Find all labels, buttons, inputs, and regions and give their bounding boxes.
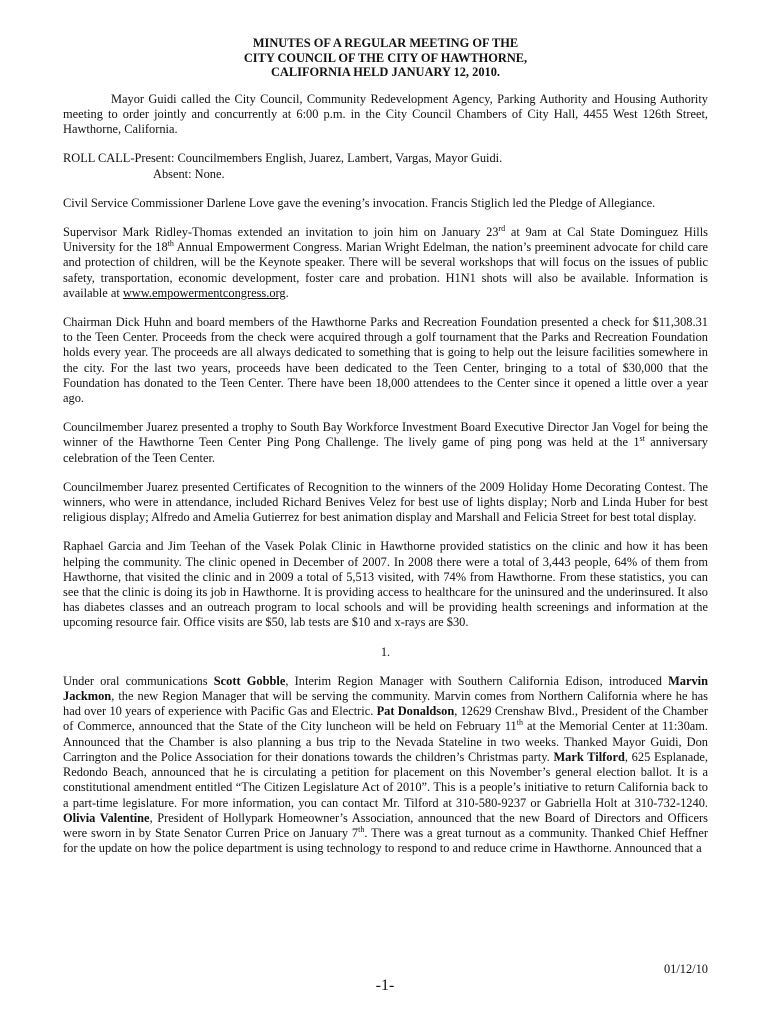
roll-call-present: ROLL CALL-Present: Councilmembers English, Juarez, Lambert, Vargas, Mayor Guidi. bbox=[63, 151, 503, 166]
intro-paragraph: Mayor Guidi called the City Council, Community Redevelopment Agency, Parking Authority and Housing Authority meeting to order jointly and concurrently at 6:00 p.m. in the City Council Chambers of City Hall, 4455 West 126th Street, Hawthorne, California. bbox=[63, 91, 708, 137]
trophy-text-b: anniversary celebration of the Teen Center. bbox=[63, 435, 708, 465]
certificates-paragraph: Councilmember Juarez presented Certificates of Recognition to the winners of the 2009 Holiday Home Decorating Contest. The winners, who were in attendance, included Richard Benives Velez for best use of lights display; Norb and Linda Huber for best religious display; Alfredo and Amelia Gutierrez for best animation display and Marshall and Felicia Street for best total display. bbox=[63, 479, 708, 525]
oral-text-3: , the new Region Manager that will be serving the community. Marvin comes from Northern California where he has had over 10 years of experience with Pacific Gas and Electric. bbox=[63, 689, 708, 719]
trophy-sup: st bbox=[639, 434, 645, 444]
supervisor-text-a: Supervisor Mark Ridley-Thomas extended an invitation to join him on January 23 bbox=[63, 225, 499, 239]
roll-call bbox=[63, 151, 708, 181]
oral-text-1: Under oral communications bbox=[63, 673, 214, 688]
speaker-name-3: Pat Donaldson bbox=[376, 704, 455, 719]
parks-foundation-paragraph: Chairman Dick Huhn and board members of the Hawthorne Parks and Recreation Foundation presented a check for $11,308.31 to the Teen Center. Proceeds from the check were acquired through a golf tournament that the Parks and Recreation Foundation holds every year. The proceeds are all always dedicated to something that is going to help out the leisure facilities somewhere in the city. For the last two years, proceeds have been dedicated to the Teen Center, bringing to a total of $30,000 that the Foundation has donated to the Teen Center. There have been 18,000 attendees to the Center since it opened a little over a year ago. bbox=[63, 315, 708, 406]
supervisor-text-c: Annual Empowerment Congress. Marian Wright Edelman, the nation’s preeminent advocate for child care and protection of children, will be the Keynote speaker. There will be several workshops that will focus on the issues of public safety, transportation, economic development, foster care and probation. H1N1 shots will also be available. Information is available at bbox=[63, 240, 709, 300]
invocation-paragraph: Civil Service Commissioner Darlene Love gave the evening’s invocation. Francis Stiglich led the Pledge of Allegiance. bbox=[63, 195, 656, 210]
supervisor-sup-1: rd bbox=[498, 223, 506, 233]
document-title bbox=[63, 36, 708, 80]
supervisor-paragraph bbox=[63, 225, 708, 301]
oral-text-6: , 625 Esplanade, Redondo Beach, announced that he is circulating a petition for placement on this November’s general election ballot. It is a constitutional amendment entitled “The Citizen Legislature Act of 2010”. This is a people’s initiative to return California back to a part-time legislature. For more information, you can contact Mr. Tilford at 310-580-9237 or Gabriella Holt at 310-732-1240. bbox=[63, 749, 708, 810]
speaker-name-5: Olivia Valentine bbox=[63, 810, 150, 825]
section-mark: 1. bbox=[380, 644, 391, 659]
supervisor-text-b: at 9am at Cal State Dominguez Hills University for the 18 bbox=[63, 225, 708, 255]
empowerment-congress-link[interactable]: www.empowermentcongress.org bbox=[122, 285, 286, 300]
footer-date: 01/12/10 bbox=[663, 962, 708, 976]
clinic-paragraph: Raphael Garcia and Jim Teehan of the Vasek Polak Clinic in Hawthorne provided statistics on the clinic and how it has been helping the community. The clinic opened in December of 2007. In 2008 there were a total of 3,443 people, 64% of them from Hawthorne, that visited the clinic and in 2009 a total of 5,513 visited, with 74% from Hawthorne. From these statistics, you can see that the clinic is doing its job in Hawthorne. It is providing access to healthcare for the uninsured and the underinsured. It also has diabetes classes and an outreach program to local schools and will be providing health screenings and information at the upcoming resource fair. Office visits are $50, lab tests are $10 and x-rays are $30. bbox=[63, 539, 708, 630]
oral-communications-paragraph bbox=[63, 674, 708, 856]
oral-sup-1: th bbox=[516, 718, 523, 728]
oral-text-5: at the Memorial Center at 11:30am. Announced that the Chamber is also planning a bus trip to the Nevada Stateline in two weeks. Thanked Mayor Guidi, Don Carrington and the Police Association for their donations towards the children’s Christmas party. bbox=[63, 719, 709, 764]
oral-text-2: , Interim Region Manager with Southern California Edison, introduced bbox=[285, 673, 669, 688]
title-line-2: CITY COUNCIL OF THE CITY OF HAWTHORNE, bbox=[243, 50, 528, 65]
trophy-text-a: Councilmember Juarez presented a trophy to South Bay Workforce Investment Board Executive Director Jan Vogel for being the winner of the Hawthorne Teen Center Ping Pong Challenge. The lively game of ping pong was held at the 1 bbox=[63, 420, 708, 450]
roll-call-absent: Absent: None. bbox=[153, 166, 225, 181]
speaker-name-1: Scott Gobble bbox=[213, 673, 286, 688]
oral-text-8: . There was a great turnout as a community. Thanked Chief Heffner for the update on how the police department is using technology to respond to and reduce crime in Hawthorne. Announced that a bbox=[63, 825, 708, 856]
trophy-paragraph bbox=[63, 420, 708, 466]
oral-text-7: , President of Hollypark Homeowner’s Association, announced that the new Board of Directors and Officers were sworn in by State Senator Curren Price on January 7 bbox=[63, 810, 708, 840]
title-line-1: MINUTES OF A REGULAR MEETING OF THE bbox=[252, 36, 519, 50]
footer-page-number: -1- bbox=[375, 977, 395, 994]
speaker-name-4: Mark Tilford bbox=[553, 749, 625, 764]
speaker-name-2: Marvin Jackmon bbox=[63, 673, 709, 704]
oral-sup-2: th bbox=[358, 824, 365, 834]
oral-text-4: , 12629 Crenshaw Blvd., President of the Chamber of Commerce, announced that the State of the City luncheon will be held on February 11 bbox=[63, 704, 709, 734]
title-line-3: CALIFORNIA HELD JANUARY 12, 2010. bbox=[270, 65, 501, 80]
supervisor-sup-2: th bbox=[167, 239, 174, 249]
supervisor-text-d: . bbox=[285, 285, 289, 300]
